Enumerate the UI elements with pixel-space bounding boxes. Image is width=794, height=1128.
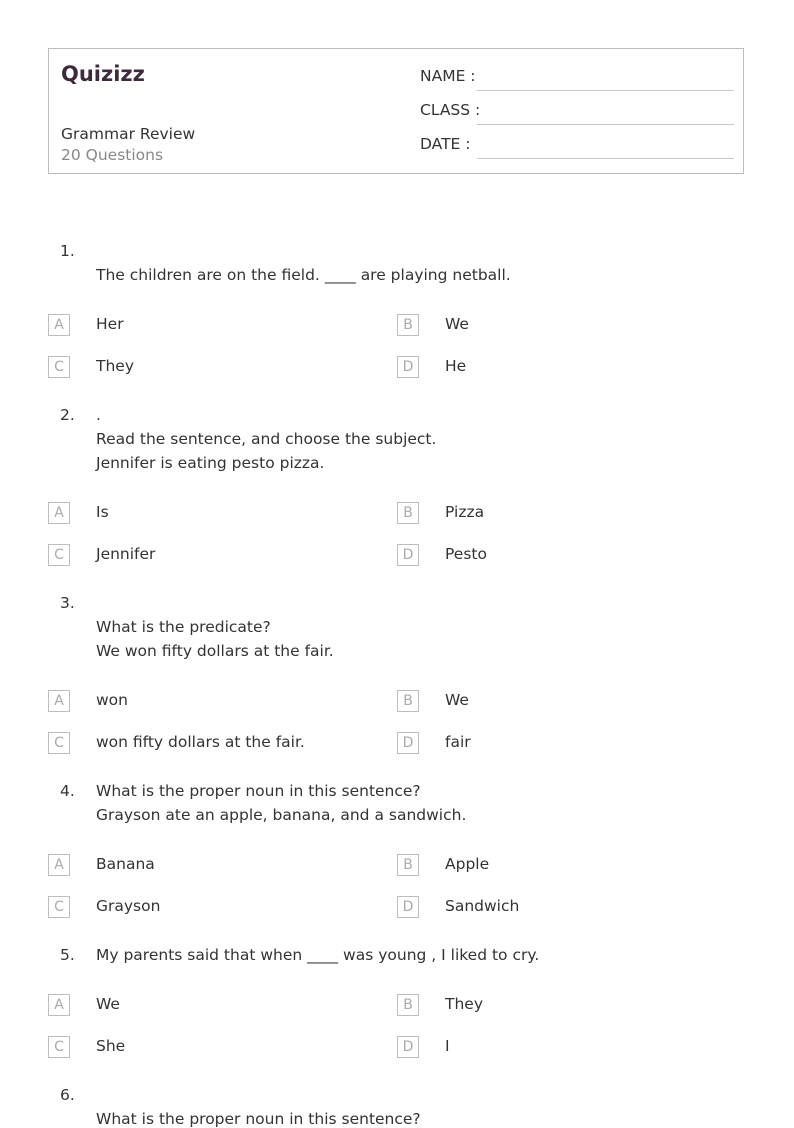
option-d-text: I bbox=[445, 1037, 450, 1055]
option-c-box[interactable]: C bbox=[48, 544, 70, 566]
name-label: NAME : bbox=[420, 67, 476, 85]
date-line[interactable] bbox=[477, 158, 734, 159]
option-c-text: Grayson bbox=[96, 897, 161, 915]
option-a-box[interactable]: A bbox=[48, 994, 70, 1016]
class-label: CLASS : bbox=[420, 101, 481, 119]
question-number: 4. bbox=[60, 782, 75, 800]
option-b-text: Apple bbox=[445, 855, 490, 873]
option-d-box[interactable]: D bbox=[397, 1036, 419, 1058]
option-d-text: fair bbox=[445, 733, 471, 751]
option-a-text: We bbox=[96, 995, 120, 1013]
name-line[interactable] bbox=[477, 90, 734, 91]
option-a-box[interactable]: A bbox=[48, 690, 70, 712]
option-b-box[interactable]: B bbox=[397, 994, 419, 1016]
option-c-text: Jennifer bbox=[96, 545, 156, 563]
svg-text:Quizizz: Quizizz bbox=[61, 62, 145, 86]
question-number: 2. bbox=[60, 406, 75, 424]
option-c-text: They bbox=[96, 357, 135, 375]
option-a-text: Is bbox=[96, 503, 109, 521]
class-line[interactable] bbox=[477, 124, 734, 125]
question-number: 1. bbox=[60, 242, 75, 260]
question-text-line: My parents said that when ____ was young , I liked to cry. bbox=[96, 946, 540, 964]
question-text-line: Read the sentence, and choose the subject. bbox=[96, 430, 437, 448]
question-text-line: . bbox=[96, 406, 101, 424]
quizizz-logo bbox=[61, 59, 153, 87]
question-text-line: Jennifer is eating pesto pizza. bbox=[96, 454, 325, 472]
option-b-text: Pizza bbox=[445, 503, 485, 521]
option-d-box[interactable]: D bbox=[397, 896, 419, 918]
option-c-box[interactable]: C bbox=[48, 732, 70, 754]
option-a-box[interactable]: A bbox=[48, 854, 70, 876]
option-b-box[interactable]: B bbox=[397, 690, 419, 712]
option-a-box[interactable]: A bbox=[48, 502, 70, 524]
question-text-line: What is the predicate? bbox=[96, 618, 271, 636]
option-a-text: won bbox=[96, 691, 128, 709]
question-text-line: The children are on the field. ____ are playing netball. bbox=[96, 266, 511, 284]
option-c-box[interactable]: C bbox=[48, 1036, 70, 1058]
question-number: 6. bbox=[60, 1086, 75, 1104]
option-b-text: We bbox=[445, 315, 469, 333]
worksheet-header bbox=[48, 48, 744, 174]
option-d-box[interactable]: D bbox=[397, 356, 419, 378]
option-b-box[interactable]: B bbox=[397, 502, 419, 524]
question-text-line: What is the proper noun in this sentence? bbox=[96, 1110, 421, 1128]
option-c-box[interactable]: C bbox=[48, 896, 70, 918]
option-b-text: They bbox=[445, 995, 484, 1013]
option-d-text: Pesto bbox=[445, 545, 487, 563]
option-c-box[interactable]: C bbox=[48, 356, 70, 378]
question-count: 20 Questions bbox=[61, 146, 164, 164]
class-field[interactable] bbox=[420, 101, 734, 125]
question-text-line: Grayson ate an apple, banana, and a sandwich. bbox=[96, 806, 467, 824]
option-b-text: We bbox=[445, 691, 469, 709]
option-d-text: He bbox=[445, 357, 467, 375]
question-number: 3. bbox=[60, 594, 75, 612]
option-a-text: Banana bbox=[96, 855, 155, 873]
option-a-box[interactable]: A bbox=[48, 314, 70, 336]
option-b-box[interactable]: B bbox=[397, 854, 419, 876]
date-field[interactable] bbox=[420, 135, 734, 159]
question-text-line: We won fifty dollars at the fair. bbox=[96, 642, 334, 660]
worksheet-title: Grammar Review bbox=[61, 125, 196, 143]
question-text-line: What is the proper noun in this sentence? bbox=[96, 782, 421, 800]
question-number: 5. bbox=[60, 946, 75, 964]
option-c-text: She bbox=[96, 1037, 126, 1055]
option-d-box[interactable]: D bbox=[397, 732, 419, 754]
option-a-text: Her bbox=[96, 315, 124, 333]
name-field[interactable] bbox=[420, 67, 734, 91]
option-c-text: won fifty dollars at the fair. bbox=[96, 733, 305, 751]
option-b-box[interactable]: B bbox=[397, 314, 419, 336]
option-d-box[interactable]: D bbox=[397, 544, 419, 566]
option-d-text: Sandwich bbox=[445, 897, 520, 915]
date-label: DATE : bbox=[420, 135, 471, 153]
